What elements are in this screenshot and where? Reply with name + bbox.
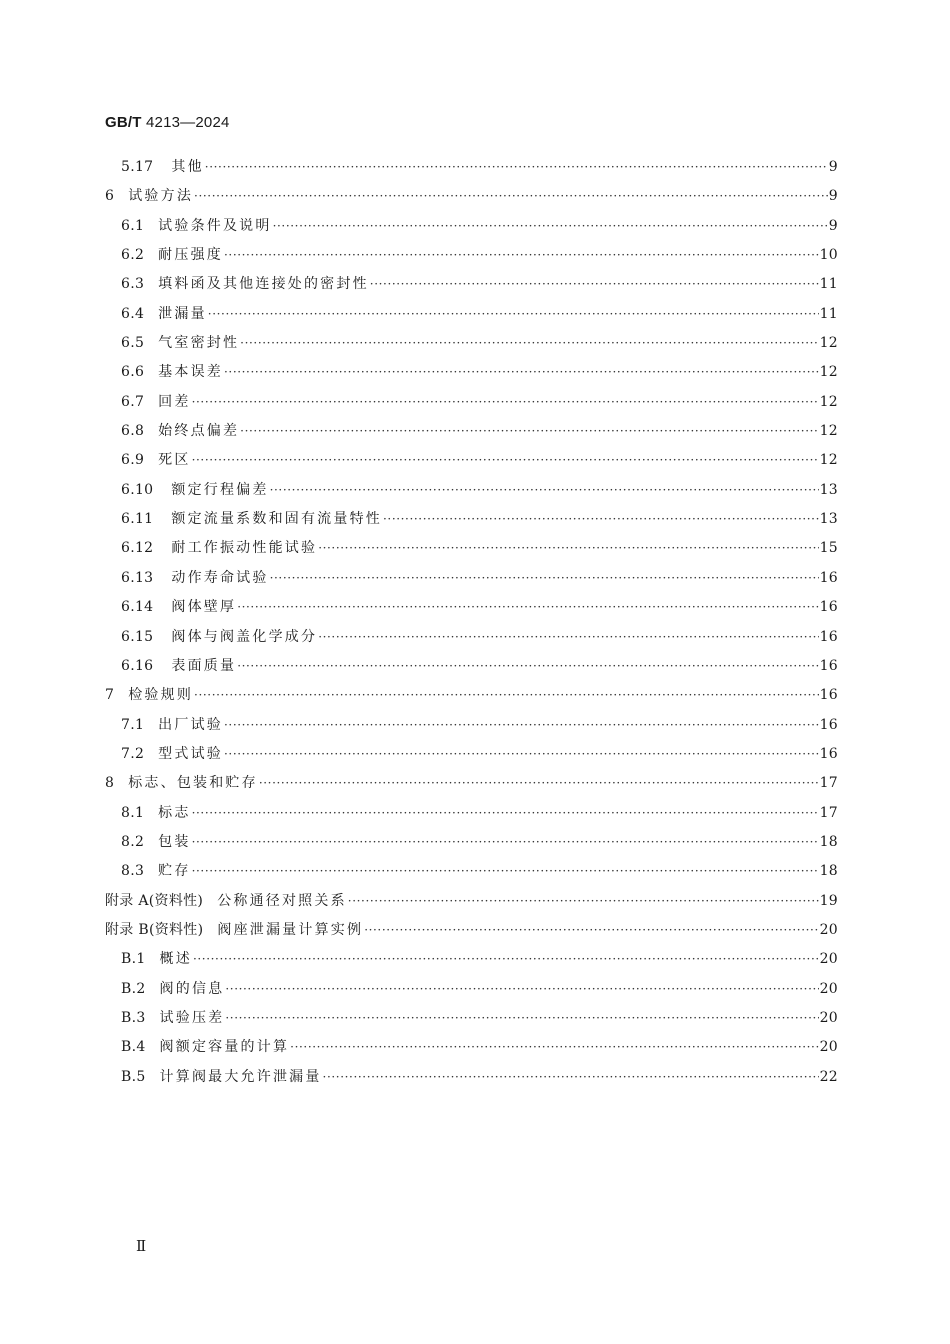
toc-entry-number: 8.3 — [121, 863, 145, 880]
toc-leader-dots — [237, 652, 818, 681]
toc-entry-page: 16 — [819, 569, 838, 586]
toc-leader-dots — [383, 505, 819, 534]
toc-entry-title: 阀额定容量的计算 — [159, 1039, 290, 1056]
toc-entry-title: 阀座泄漏量计算实例 — [217, 921, 364, 938]
toc-leader-dots — [194, 182, 828, 211]
page-number: Ⅱ — [136, 1239, 147, 1255]
toc-entry-number: 6.14 — [121, 599, 154, 616]
table-of-contents — [105, 153, 838, 1092]
toc-entry-page: 9 — [828, 188, 838, 205]
toc-entry-number: 7 — [105, 687, 115, 704]
toc-entry-title: 表面质量 — [171, 657, 237, 674]
toc-entry-page: 13 — [819, 481, 838, 498]
toc-entry-title: 额定流量系数和固有流量特性 — [171, 511, 382, 528]
toc-entry-title: 耐压强度 — [158, 247, 223, 264]
toc-entry-number: 6.13 — [121, 569, 154, 586]
toc-entry-title: 标志 — [158, 804, 191, 821]
toc-leader-dots — [192, 828, 819, 857]
toc-entry-number: 6.12 — [121, 540, 154, 557]
toc-entry-title: 试验条件及说明 — [158, 217, 272, 234]
toc-entry[interactable] — [105, 916, 838, 945]
toc-entry-number: 6.10 — [121, 481, 154, 498]
toc-entry-number: 6.15 — [121, 628, 154, 645]
toc-entry[interactable] — [105, 1033, 838, 1062]
toc-entry-title: 型式试验 — [158, 745, 223, 762]
toc-entry-title: 阀体壁厚 — [171, 599, 237, 616]
toc-entry-number: B.2 — [121, 980, 146, 997]
toc-entry-number: B.5 — [121, 1068, 146, 1085]
toc-entry[interactable] — [105, 623, 838, 652]
toc-entry[interactable] — [105, 564, 838, 593]
toc-entry-page: 12 — [819, 335, 838, 352]
toc-entry-page: 12 — [819, 452, 838, 469]
toc-entry[interactable] — [105, 1004, 838, 1033]
toc-entry-title: 始终点偏差 — [158, 423, 240, 440]
toc-entry[interactable] — [105, 476, 838, 505]
toc-leader-dots — [273, 212, 828, 241]
toc-entry-number: B.1 — [121, 951, 146, 968]
toc-entry[interactable] — [105, 534, 838, 563]
toc-entry[interactable] — [105, 388, 838, 417]
toc-entry-page: 16 — [819, 687, 838, 704]
toc-entry[interactable] — [105, 828, 838, 857]
toc-entry-page: 20 — [819, 1009, 838, 1026]
standard-header — [105, 114, 230, 131]
toc-entry-page: 20 — [819, 921, 838, 938]
standard-code: GB/T — [105, 114, 142, 131]
toc-entry-title: 计算阀最大允许泄漏量 — [159, 1068, 322, 1085]
toc-entry-number: 附录 B(资料性) — [105, 921, 204, 938]
toc-leader-dots — [237, 593, 818, 622]
toc-entry-number: 6.9 — [121, 452, 145, 469]
toc-entry[interactable] — [105, 153, 838, 182]
toc-entry-page: 20 — [819, 1039, 838, 1056]
toc-entry-page: 13 — [819, 511, 838, 528]
toc-leader-dots — [225, 1004, 818, 1033]
toc-leader-dots — [205, 153, 828, 182]
toc-entry-title: 包装 — [158, 833, 191, 850]
toc-entry-number: B.4 — [121, 1039, 146, 1056]
toc-entry-page: 18 — [819, 863, 838, 880]
toc-entry-title: 贮存 — [158, 863, 191, 880]
toc-entry[interactable] — [105, 505, 838, 534]
toc-entry-title: 阀体与阀盖化学成分 — [171, 628, 318, 645]
toc-entry-title: 基本误差 — [158, 364, 223, 381]
toc-entry[interactable] — [105, 681, 838, 710]
toc-entry-page: 9 — [828, 159, 838, 175]
toc-entry-number: 6.4 — [121, 305, 145, 322]
toc-entry-title: 试验方法 — [128, 188, 194, 205]
toc-entry-number: 6 — [105, 188, 115, 205]
toc-leader-dots — [224, 241, 819, 270]
toc-entry[interactable] — [105, 1063, 838, 1092]
toc-leader-dots — [224, 358, 819, 387]
toc-entry[interactable] — [105, 329, 838, 358]
toc-entry-number: 6.8 — [121, 423, 145, 440]
toc-entry-page: 22 — [819, 1068, 838, 1085]
toc-entry-page: 16 — [819, 628, 838, 645]
toc-entry-page: 9 — [828, 217, 838, 234]
toc-entry-number: 6.5 — [121, 335, 145, 352]
toc-entry-number: 8.2 — [121, 833, 145, 850]
toc-leader-dots — [348, 887, 819, 916]
toc-leader-dots — [318, 623, 818, 652]
toc-entry[interactable] — [105, 241, 838, 270]
toc-entry-number: 8 — [105, 775, 115, 792]
toc-entry-title: 阀的信息 — [159, 980, 225, 997]
toc-entry-number: 6.3 — [121, 276, 145, 293]
toc-entry-title: 额定行程偏差 — [171, 481, 269, 498]
toc-entry-title: 回差 — [158, 393, 191, 410]
toc-leader-dots — [208, 300, 819, 329]
toc-leader-dots — [192, 857, 819, 886]
toc-entry-page: 20 — [819, 980, 838, 997]
toc-entry-page: 20 — [819, 951, 838, 968]
toc-leader-dots — [193, 945, 819, 974]
toc-entry-title: 填料函及其他连接处的密封性 — [158, 276, 369, 293]
toc-entry-title: 耐工作振动性能试验 — [171, 540, 318, 557]
toc-leader-dots — [192, 446, 819, 475]
toc-leader-dots — [240, 417, 818, 446]
toc-entry[interactable] — [105, 799, 838, 828]
standard-number: 4213—2024 — [146, 114, 230, 131]
toc-entry-page: 10 — [819, 247, 838, 264]
toc-leader-dots — [323, 1063, 819, 1092]
toc-entry-page: 11 — [819, 276, 838, 293]
toc-entry-title: 死区 — [158, 452, 191, 469]
toc-entry[interactable] — [105, 300, 838, 329]
toc-entry-number: 8.1 — [121, 804, 145, 821]
toc-entry[interactable] — [105, 769, 838, 798]
toc-leader-dots — [192, 799, 819, 828]
toc-entry-page: 18 — [819, 833, 838, 850]
toc-entry-page: 12 — [819, 423, 838, 440]
toc-entry-number: 6.1 — [121, 217, 145, 234]
toc-leader-dots — [318, 534, 818, 563]
toc-entry-page: 12 — [819, 364, 838, 381]
toc-entry-number: 6.11 — [121, 511, 154, 528]
toc-leader-dots — [370, 270, 819, 299]
toc-entry-page: 12 — [819, 393, 838, 410]
toc-entry-page: 11 — [819, 305, 838, 322]
toc-entry-title: 标志、包装和贮存 — [128, 775, 258, 792]
toc-entry-page: 16 — [819, 599, 838, 616]
toc-leader-dots — [192, 388, 819, 417]
toc-leader-dots — [240, 329, 818, 358]
toc-leader-dots — [194, 681, 819, 710]
toc-entry[interactable] — [105, 593, 838, 622]
toc-entry-number: 7.2 — [121, 745, 145, 762]
toc-entry-number: 6.6 — [121, 364, 145, 381]
toc-entry-number: B.3 — [121, 1009, 146, 1026]
toc-entry[interactable] — [105, 358, 838, 387]
toc-entry[interactable] — [105, 887, 838, 916]
toc-entry[interactable] — [105, 182, 838, 211]
toc-leader-dots — [259, 769, 819, 798]
toc-leader-dots — [224, 711, 819, 740]
toc-entry-number: 6.2 — [121, 247, 145, 264]
toc-entry-title: 动作寿命试验 — [171, 569, 269, 586]
toc-entry[interactable] — [105, 857, 838, 886]
toc-entry[interactable] — [105, 417, 838, 446]
toc-entry-title: 检验规则 — [128, 687, 194, 704]
toc-entry-title: 公称通径对照关系 — [217, 892, 347, 909]
toc-entry[interactable] — [105, 945, 838, 974]
toc-entry[interactable] — [105, 975, 838, 1004]
toc-entry[interactable] — [105, 446, 838, 475]
toc-entry[interactable] — [105, 711, 838, 740]
toc-entry-title: 试验压差 — [159, 1009, 225, 1026]
toc-entry-page: 17 — [819, 775, 838, 792]
toc-entry-number: 5.17 — [121, 159, 154, 175]
toc-leader-dots — [364, 916, 818, 945]
toc-entry-page: 16 — [819, 716, 838, 733]
toc-entry-number: 附录 A(资料性) — [105, 892, 204, 909]
toc-entry-title: 泄漏量 — [158, 305, 207, 322]
toc-entry-title: 气室密封性 — [158, 335, 240, 352]
toc-entry[interactable] — [105, 212, 838, 241]
toc-entry-title: 出厂试验 — [158, 716, 223, 733]
toc-entry-page: 16 — [819, 745, 838, 762]
toc-leader-dots — [270, 564, 819, 593]
toc-leader-dots — [224, 740, 819, 769]
toc-entry[interactable] — [105, 270, 838, 299]
toc-leader-dots — [270, 476, 819, 505]
toc-entry-title: 其他 — [171, 159, 204, 175]
toc-entry[interactable] — [105, 740, 838, 769]
toc-entry-page: 19 — [819, 892, 838, 909]
toc-entry-number: 6.16 — [121, 657, 154, 674]
toc-entry-number: 6.7 — [121, 393, 145, 410]
toc-entry-page: 17 — [819, 804, 838, 821]
toc-entry-number: 7.1 — [121, 716, 145, 733]
toc-entry-page: 16 — [819, 657, 838, 674]
toc-leader-dots — [225, 975, 818, 1004]
toc-entry-title: 概述 — [159, 951, 192, 968]
toc-entry[interactable] — [105, 652, 838, 681]
toc-leader-dots — [290, 1033, 818, 1062]
toc-entry-page: 15 — [819, 540, 838, 557]
